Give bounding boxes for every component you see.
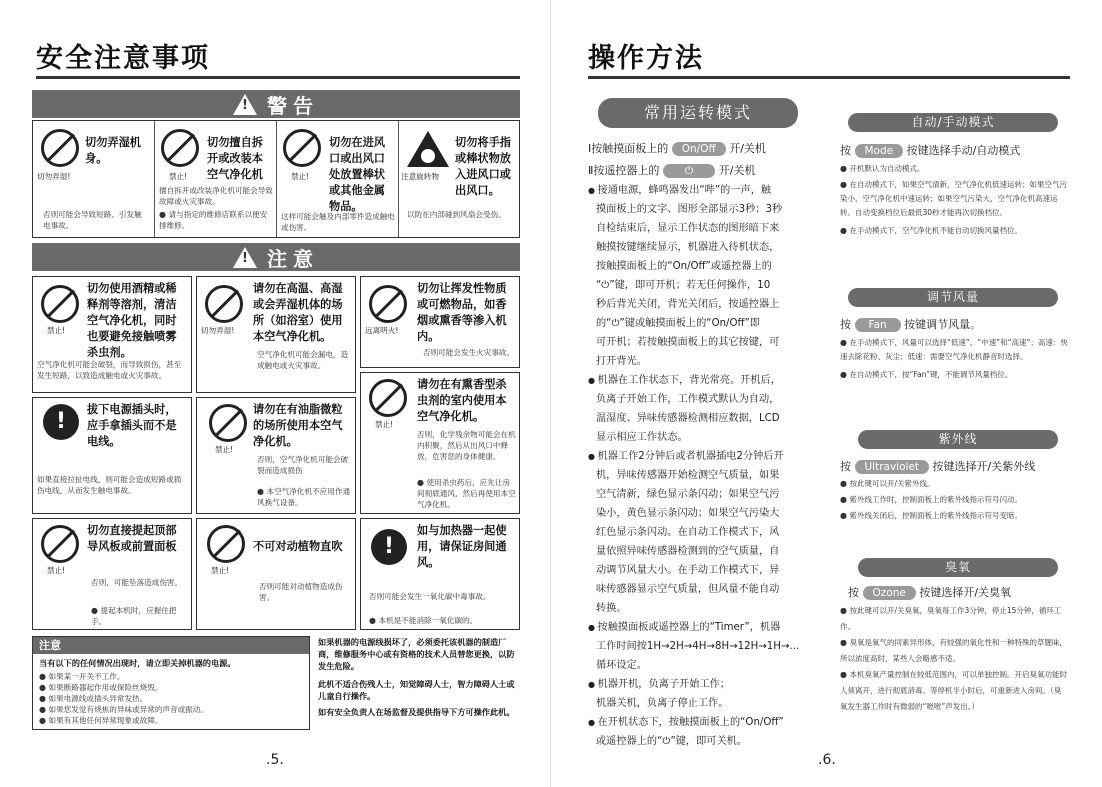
notice-box [32, 636, 310, 730]
caution-bold-text: 请勿在高温、高湿 或会弄湿机体的场 所（如浴室）使用 本空气净化机。 [253, 282, 343, 343]
fan-header: 调节风量 [848, 288, 1058, 307]
prohibited-icon [207, 525, 245, 563]
power-key: ⏻ [663, 164, 715, 178]
line-text: 按 [840, 144, 851, 157]
icon-label: 禁止! [211, 566, 230, 575]
line-text: 按 [840, 460, 851, 473]
prohibited-icon [283, 129, 321, 167]
auto-manual-header: 自动/手动模式 [848, 113, 1058, 132]
icon-label: 切勿弄湿! [201, 326, 235, 335]
onoff-key: On/Off [672, 142, 726, 156]
remote-line [588, 163, 755, 179]
ozone-items [840, 603, 1068, 715]
bullet-item: ● 在自动模式下，按“Fan”键，不能调节风量档位。 [840, 368, 1068, 382]
line-text: 开/关机 [729, 142, 766, 155]
uv-items [840, 476, 1068, 524]
caution-bold-text: 切勿使用酒精或稀 释剂等溶剂，清洁 空气净化机，同时 也要避免接触喷雾 杀虫剂。 [87, 282, 177, 359]
bullet-item: ● 紫外线工作时，控制面板上的紫外线指示符号闪动。 [840, 492, 1068, 508]
page-number-left: .5. [266, 752, 284, 768]
caution-small-text: 如果直接拉扯电线，则可能会造成短路或损伤电线，从而发生触电事故。 [37, 475, 182, 495]
caution-small-text: 否则可能对动植物造成伤害。 [259, 582, 343, 602]
warning-triangle-icon [233, 94, 257, 115]
notice-item: ● 如果某一开关不工作。 [39, 671, 124, 682]
caution-note: ● 本空气净化机不应用作通风换气设备。 [257, 486, 353, 508]
caution-item [196, 276, 356, 393]
caution-item [360, 372, 520, 514]
caution-bold-text: 不可对动植物直吹 [253, 540, 343, 553]
caution-small-text: 否则，空气净化机可能会破裂而造成损伤 [257, 455, 349, 475]
caution-note: ● 本机是不能消除一氧化碳的。 [369, 615, 515, 626]
normal-mode-body [588, 181, 828, 751]
caution-bold-text: 请勿在有熏香型杀 虫剂的室内使用本 空气净化机。 [417, 378, 507, 423]
caution-note: ● 使用杀虫药后，应先让房间彻底通风，然后再使用本空气净化机。 [417, 477, 517, 510]
line-text: Ⅰ按触摸面板上的 [588, 142, 669, 155]
paragraph: ● 机器工作2分钟后或者机器插电2分钟后开 机，异味传感器开始检测空气质量，如果 空气清新，绿色显示条闪动；如果空气污 染小，黄色显示条闪动；如果空气污染大 红色显示条闪动。在自动工作模式下，风 量依照异味传感器检测到的空气质量，自 动调节风量大小。在手动工作模式下，异 味传感器显示空气质量，但风量不能自动 转换。 [588, 447, 828, 618]
notice-intro: 当有以下的任何情况出现时，请立即关掉机器的电源。 [39, 658, 236, 668]
warning-note: ● 请与指定的维修店联系以便安排维修。 [159, 209, 273, 231]
caution-small-text: 空气净化机可能会破裂，而导致损伤，甚至发生短路，以致造成触电或火灾事故。 [37, 360, 182, 380]
prohibited-icon [41, 525, 79, 563]
caution-small-text: 否则可能会发生火灾事故。 [423, 348, 515, 357]
notice-item: ● 如果您发觉有烧焦的异味或异常的声音或振动。 [39, 704, 208, 715]
icon-label: 切勿弄湿! [37, 172, 71, 181]
warning-item [33, 121, 155, 237]
right-notes [318, 636, 522, 718]
caution-bold-text: 如与加热器一起使 用，请保证房间通 风。 [417, 524, 507, 569]
caution-small-text: 否则，可能坠落造成伤害。 [91, 578, 183, 587]
warning-small-text: 擅自拆开或改装净化机可能会导致故障或火灾事故。 [159, 186, 273, 206]
page-title-right: 操作方法 [588, 43, 704, 74]
icon-label: 禁止! [291, 172, 310, 181]
warning-small-text: 否则可能会导致短路、引发触电事故。 [43, 210, 142, 230]
right-note: 此机不适合伤残人士，知觉障碍人士，智力障碍人士或儿童自行操作。 [318, 679, 515, 701]
caution-bold-text: 切勿让挥发性物质 或可燃物品，如香 烟或熏香等渗入机 内。 [417, 282, 507, 343]
prohibited-icon [369, 379, 407, 417]
line-text: 按键选择开/关臭氧 [919, 586, 1012, 599]
ozone-key: Ozone [863, 586, 916, 600]
line-text: 按 [840, 318, 851, 331]
ozone-line [848, 584, 1011, 600]
line-text: 按键选择开/关紫外线 [932, 460, 1036, 473]
caution-bold-text: 请勿在有油脂微粒 的场所使用本空气 净化机。 [253, 403, 343, 448]
bullet-item: ● 臭氧是氧气的同素异形体，有较强的氧化性和一种特殊的草腥味，所以浓度高时，某些人会略感不适。 [840, 635, 1068, 667]
notice-item: ● 如果断路器起作用或保险丝烧毁。 [39, 682, 162, 693]
warning-item [155, 121, 277, 237]
line-text: 按键选择手动/自动模式 [906, 144, 1021, 157]
line-text: 按键调节风量。 [904, 318, 982, 331]
caution-banner-label: 注意 [267, 246, 319, 271]
icon-label: 注意旋转物 [401, 172, 439, 181]
exclamation-icon: ! [371, 529, 407, 565]
auto-manual-items [840, 162, 1068, 238]
caution-banner [32, 243, 520, 271]
caution-item [196, 397, 356, 514]
paragraph: ● 在开机状态下，按触摸面板上的“On/Off” 或遥控器上的“⏻”键，即可关机。 [588, 713, 828, 751]
icon-label: 禁止! [47, 566, 66, 575]
warning-banner-label: 警告 [267, 93, 319, 118]
title-rule-right [588, 76, 1070, 79]
notice-item: ● 如果电源线或插头异常发热。 [39, 693, 147, 704]
caution-item [196, 518, 356, 630]
ozone-header: 臭氧 [858, 558, 1058, 577]
warning-small-text: 这样可能会触及内部零件造成触电或伤害。 [281, 212, 395, 232]
warning-small-text: 以防在内部碰到风扇会受伤。 [407, 210, 506, 219]
bullet-item: ● 在自动模式下，如果空气清新，空气净化机低速运转；如果空气污染小，空气净化机中速运转；如果空气污染大，空气净化机高速运转。自动变换档位后最低30秒才能再次切换档位。 [840, 178, 1068, 220]
warning-bold-text: 切勿在进风 口或出风口 处放置棒状 或其他金属 物品。 [329, 136, 385, 213]
warning-item [399, 121, 519, 237]
caution-triangle-icon [233, 247, 257, 268]
paragraph: ● 机器开机，负离子开始工作； 机器关机，负离子停止工作。 [588, 675, 828, 713]
caution-small-text: 否则，化学残余物可能会在机内积聚，然后从出风口中释放，危害您的身体健康。 [417, 430, 516, 461]
rotation-inner-icon [419, 147, 437, 165]
bullet-item: ● 按此键可以开/关紫外线。 [840, 476, 1068, 492]
line-text: 按 [848, 586, 859, 599]
bullet-item: ● 开机默认为自动模式。 [840, 162, 1068, 176]
bullet-item: ● 在手动模式下，空气净化机不能自动切换风量档位。 [840, 224, 1068, 238]
warning-bold-text: 切勿将手指 或棒状物放 入进风口或 出风口。 [455, 136, 511, 197]
caution-note: ● 提起本机时，应握住把手。 [91, 605, 187, 627]
warning-bold-text: 切勿弄湿机 身。 [85, 136, 141, 165]
page-divider [550, 0, 551, 787]
caution-small-text: 否则可能会发生一氧化碳中毒事故。 [369, 592, 491, 601]
uv-line [840, 458, 1035, 474]
bullet-item: ● 在手动模式下，风量可以选择“低速”、“中速”和“高速”；高速：快速去除花粉、灰尘；低速：需要空气净化机静音时选择。 [840, 336, 1068, 364]
mode-key: Mode [855, 144, 904, 158]
fan-key: Fan [855, 318, 901, 332]
caution-item [32, 397, 192, 514]
fan-line [840, 316, 981, 332]
fan-items [840, 336, 1068, 382]
prohibited-icon [41, 285, 79, 323]
no-wet-icon [205, 285, 243, 323]
caution-item [32, 518, 192, 630]
notice-item: ● 如果有其他任何异常现象或故障。 [39, 715, 162, 726]
no-fire-icon [369, 285, 407, 323]
prohibited-icon [161, 129, 199, 167]
caution-item [32, 276, 192, 393]
normal-mode-header: 常用运转模式 [598, 98, 798, 128]
icon-label: 禁止! [47, 326, 66, 335]
icon-label: 禁止! [375, 420, 394, 429]
caution-small-text: 空气净化机可能会漏电，造成触电或火灾事故。 [257, 350, 349, 370]
line-text: 开/关机 [718, 164, 756, 177]
paragraph: ● 机器在工作状态下，背光常亮。开机后， 负离子开始工作，工作模式默认为自动， 温湿度、异味传感器检测相应数据，LCD 显示相应工作状态。 [588, 371, 828, 447]
caution-item [360, 276, 520, 368]
right-note: 如果机器的电源线损坏了，必须委托该机器的制造厂商，维修服务中心或有资格的技术人员替您更换，以防发生危险。 [318, 637, 515, 671]
warning-panel [32, 120, 520, 238]
prohibited-icon [209, 404, 247, 442]
exclamation-icon: ! [43, 404, 79, 440]
no-wet-icon [41, 129, 79, 167]
bullet-item: ● 按此键可以开/关臭氧，臭氧每工作3分钟，停止15分钟，循环工作。 [840, 603, 1068, 635]
caution-bold-text: 拔下电源插头时， 应手拿插头而不是 电线。 [87, 403, 177, 448]
warning-bold-text: 切勿擅自拆 开或改装本 空气净化机 [207, 136, 263, 181]
warning-banner [32, 90, 520, 118]
paragraph: ● 按触摸面板或遥控器上的“Timer”，机器 工作时间按1H→2H→4H→8H→12H→1H→... 循环设定。 [588, 618, 828, 675]
paragraph: ● 接通电源，蜂鸣器发出“哔”的一声，触 摸面板上的文字、图形全部显示3秒；3秒 自检结束后，显示工作状态的图形暗下来 触摸按键继续显示，机器进入待机状态， 按触摸面板上的“On/Off”或遥控器上的 “⏻”键，即可开机；若无任何操作，10 秒后背光关闭，背光关闭后，按遥控器上 的“⏻”键或触摸面板上的“On/Off”即 可开机；若按触摸面板上的其它按键，可 打开背光。 [588, 181, 828, 371]
icon-label: 禁止! [215, 445, 234, 454]
title-rule-left [36, 76, 520, 79]
icon-label: 远离明火! [365, 326, 399, 335]
icon-label: 禁止! [169, 172, 188, 181]
bullet-item: ● 本机臭氧产量控制在较低范围内，可以单独控制。开启臭氧功能时人须离开，进行彻底消毒。等停机半小时后，可重新进入房间。（臭氧发生器工作时有微弱的“咝咝”声发出。） [840, 667, 1068, 715]
caution-item [360, 518, 520, 630]
line-text: Ⅱ按遥控器上的 [588, 164, 660, 177]
right-note: 如有安全负责人在场监督及提供指导下方可操作此机。 [318, 707, 515, 717]
notice-header: 注意 [33, 637, 309, 654]
warning-item [277, 121, 399, 237]
page-title-left: 安全注意事项 [36, 43, 210, 74]
caution-bold-text: 切勿直接提起顶部 导风板或前置面板 [87, 524, 177, 553]
uv-header: 紫外线 [858, 430, 1058, 449]
onoff-line [588, 141, 766, 157]
ultraviolet-key: Ultraviolet [855, 460, 930, 474]
mode-line [840, 142, 1020, 158]
bullet-item: ● 紫外线关闭后，控制面板上的紫外线指示符号变暗。 [840, 508, 1068, 524]
page-number-right: .6. [818, 752, 836, 768]
